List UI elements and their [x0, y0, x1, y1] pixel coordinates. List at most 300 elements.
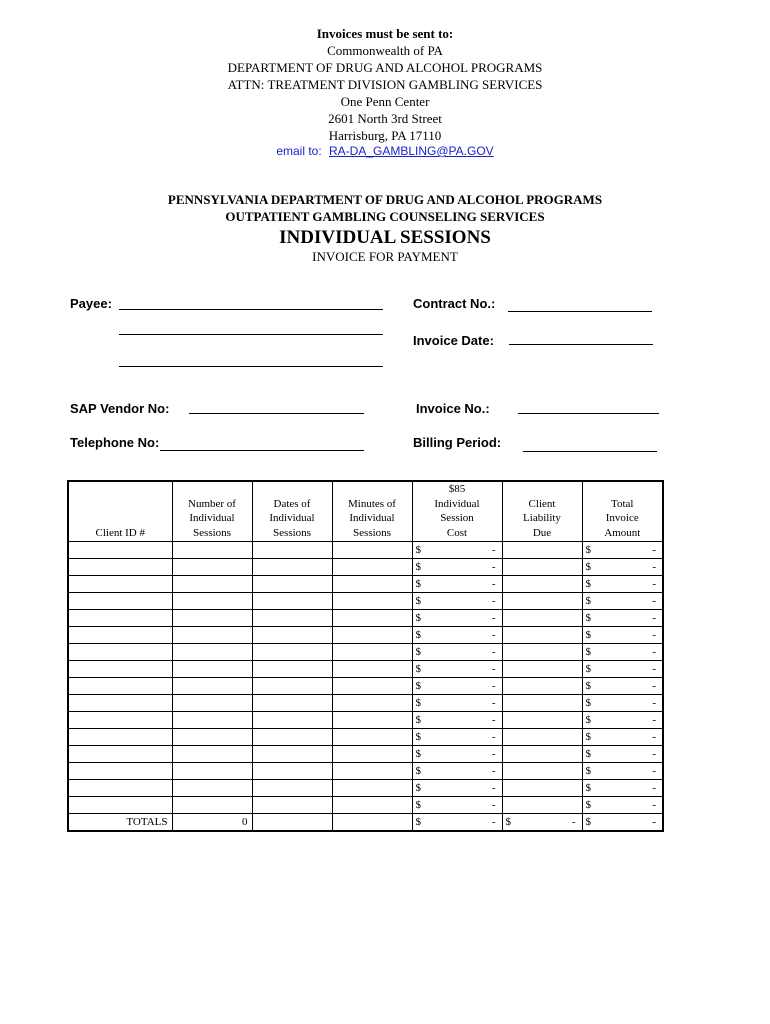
- amount-dash: -: [652, 764, 656, 777]
- table-row: [68, 797, 663, 814]
- table-cell[interactable]: [172, 712, 252, 729]
- table-row: [68, 627, 663, 644]
- money-value: [583, 560, 663, 575]
- column-header-line: Invoice: [605, 512, 639, 524]
- column-header-line: Number of: [188, 497, 236, 510]
- table-cell[interactable]: [332, 780, 412, 797]
- page-title: INDIVIDUAL SESSIONS: [279, 227, 491, 248]
- amount-dash: -: [652, 594, 656, 607]
- table-cell[interactable]: [332, 542, 412, 559]
- table-cell[interactable]: [252, 661, 332, 678]
- table-cell[interactable]: [332, 593, 412, 610]
- table-cell[interactable]: [502, 797, 582, 814]
- amount-dash: -: [571, 815, 576, 828]
- money-value: [413, 577, 502, 592]
- table-cell[interactable]: [502, 780, 582, 797]
- address-line: Harrisburg, PA 17110: [328, 128, 442, 143]
- table-cell[interactable]: [332, 559, 412, 576]
- amount-dash: -: [652, 560, 656, 573]
- table-cell: [412, 542, 502, 559]
- amount-dash: -: [491, 679, 496, 692]
- payee-label: Payee:: [70, 296, 112, 311]
- money-value: [583, 747, 663, 762]
- table-cell[interactable]: [68, 712, 172, 729]
- amount-dash: -: [491, 730, 496, 743]
- currency-symbol: $: [415, 611, 421, 624]
- table-cell[interactable]: [332, 797, 412, 814]
- column-header-line: Individual: [189, 512, 235, 524]
- service-title: OUTPATIENT GAMBLING COUNSELING SERVICES: [225, 209, 545, 224]
- table-cell: [582, 797, 663, 814]
- table-cell[interactable]: [332, 695, 412, 712]
- table-cell[interactable]: [172, 729, 252, 746]
- currency-symbol: $: [585, 798, 591, 811]
- send-to-heading: Invoices must be sent to:: [316, 26, 454, 41]
- amount-dash: -: [652, 713, 656, 726]
- column-header: [252, 481, 332, 542]
- telephone-label: Telephone No:: [70, 435, 160, 450]
- table-cell[interactable]: [502, 610, 582, 627]
- table-cell[interactable]: [252, 644, 332, 661]
- table-cell[interactable]: [252, 559, 332, 576]
- table-cell[interactable]: [332, 576, 412, 593]
- table-cell[interactable]: [502, 627, 582, 644]
- department-title: PENNSYLVANIA DEPARTMENT OF DRUG AND ALCOHOL PROGRAMS: [167, 192, 603, 207]
- money-value: [583, 798, 663, 813]
- table-cell[interactable]: [68, 780, 172, 797]
- table-cell[interactable]: [68, 797, 172, 814]
- table-cell[interactable]: [332, 627, 412, 644]
- currency-symbol: $: [415, 560, 421, 573]
- money-value: [583, 781, 663, 796]
- amount-dash: -: [652, 781, 656, 794]
- invoice-table: [67, 480, 664, 832]
- table-cell: [412, 763, 502, 780]
- amount-dash: -: [652, 679, 656, 692]
- currency-symbol: $: [585, 611, 591, 624]
- amount-dash: -: [491, 628, 496, 641]
- table-cell: [412, 610, 502, 627]
- table-cell[interactable]: [502, 695, 582, 712]
- table-cell: [582, 729, 663, 746]
- table-cell[interactable]: [332, 729, 412, 746]
- amount-dash: -: [652, 730, 656, 743]
- table-row: [68, 610, 663, 627]
- amount-dash: -: [491, 696, 496, 709]
- table-row: [68, 712, 663, 729]
- address-line: Commonwealth of PA: [327, 43, 443, 58]
- email-row: [0, 144, 770, 158]
- amount-dash: -: [652, 747, 656, 760]
- table-body: [68, 542, 663, 832]
- column-header-line: Sessions: [193, 526, 231, 539]
- currency-symbol: $: [585, 815, 591, 828]
- money-value: [583, 764, 663, 779]
- amount-dash: -: [491, 747, 496, 760]
- table-cell[interactable]: [172, 610, 252, 627]
- money-value: [583, 679, 663, 694]
- table-cell: [412, 576, 502, 593]
- table-row: [68, 763, 663, 780]
- table-cell[interactable]: [252, 780, 332, 797]
- table-cell[interactable]: [68, 644, 172, 661]
- money-value: [413, 662, 502, 677]
- table-cell[interactable]: [332, 610, 412, 627]
- currency-symbol: $: [585, 730, 591, 743]
- money-value: [413, 543, 502, 558]
- table-cell: [582, 542, 663, 559]
- address-line: 2601 North 3rd Street: [328, 111, 442, 126]
- currency-symbol: $: [415, 781, 421, 794]
- table-cell[interactable]: [172, 746, 252, 763]
- table-cell[interactable]: [252, 746, 332, 763]
- currency-symbol: $: [585, 764, 591, 777]
- table-cell[interactable]: [502, 542, 582, 559]
- table-row: [68, 746, 663, 763]
- money-value: [413, 645, 502, 660]
- currency-symbol: $: [415, 730, 421, 743]
- table-cell[interactable]: [502, 559, 582, 576]
- table-cell[interactable]: [172, 542, 252, 559]
- table-cell[interactable]: [172, 661, 252, 678]
- table-cell[interactable]: [502, 678, 582, 695]
- currency-symbol: $: [415, 594, 421, 607]
- sap-vendor-line[interactable]: [189, 413, 364, 414]
- currency-symbol: $: [415, 543, 421, 556]
- column-header-line: Dates of: [273, 497, 311, 510]
- table-cell: [252, 814, 332, 832]
- table-cell[interactable]: [502, 746, 582, 763]
- currency-symbol: $: [585, 781, 591, 794]
- column-header-line: Due: [532, 526, 552, 539]
- table-cell: [582, 763, 663, 780]
- amount-dash: -: [652, 628, 656, 641]
- invoice-date-line[interactable]: [509, 344, 653, 345]
- money-value: [583, 696, 663, 711]
- table-cell[interactable]: [252, 763, 332, 780]
- amount-dash: -: [652, 543, 656, 556]
- amount-dash: -: [652, 815, 656, 828]
- table-cell[interactable]: [68, 763, 172, 780]
- table-cell[interactable]: [172, 576, 252, 593]
- table-cell[interactable]: [332, 712, 412, 729]
- payee-line-3[interactable]: [119, 366, 383, 367]
- table-cell[interactable]: [502, 763, 582, 780]
- column-header-line: Client: [528, 497, 556, 510]
- table-cell[interactable]: [252, 542, 332, 559]
- money-value: [413, 747, 502, 762]
- table-cell[interactable]: [172, 678, 252, 695]
- money-value: [413, 594, 502, 609]
- table-row: [68, 695, 663, 712]
- currency-symbol: $: [585, 747, 591, 760]
- table-cell[interactable]: [502, 576, 582, 593]
- currency-symbol: $: [415, 696, 421, 709]
- table-cell: [412, 746, 502, 763]
- column-header-line: $85: [448, 483, 466, 495]
- currency-symbol: $: [585, 679, 591, 692]
- amount-dash: -: [491, 713, 496, 726]
- amount-dash: -: [652, 611, 656, 624]
- billing-period-line[interactable]: [523, 451, 657, 452]
- table-cell[interactable]: [252, 678, 332, 695]
- money-value: [583, 543, 663, 558]
- column-header-line: Sessions: [353, 526, 391, 539]
- table-row: [68, 644, 663, 661]
- amount-dash: -: [652, 798, 656, 811]
- table-cell: [412, 695, 502, 712]
- table-cell[interactable]: [502, 729, 582, 746]
- contract-no-label: Contract No.:: [413, 296, 496, 311]
- table-cell[interactable]: [252, 712, 332, 729]
- currency-symbol: $: [505, 815, 511, 828]
- table-cell[interactable]: [332, 746, 412, 763]
- billing-period-label: Billing Period:: [413, 435, 502, 450]
- currency-symbol: $: [585, 577, 591, 590]
- totals-row: [68, 814, 663, 832]
- column-header-line: Amount: [604, 526, 641, 539]
- table-cell[interactable]: [68, 678, 172, 695]
- table-cell[interactable]: [502, 593, 582, 610]
- table-row: [68, 559, 663, 576]
- totals-money-cell: [412, 814, 502, 832]
- table-cell: [412, 712, 502, 729]
- column-header-line: Session: [440, 512, 474, 524]
- table-cell[interactable]: [332, 763, 412, 780]
- table-cell[interactable]: [252, 576, 332, 593]
- payee-line-1[interactable]: [119, 309, 383, 310]
- column-header-line: Total: [611, 497, 634, 510]
- table-cell: [582, 661, 663, 678]
- table-cell[interactable]: [172, 695, 252, 712]
- table-cell: [582, 712, 663, 729]
- amount-dash: -: [491, 543, 496, 556]
- amount-dash: -: [491, 645, 496, 658]
- address-line: One Penn Center: [340, 94, 430, 109]
- money-value: [413, 560, 502, 575]
- table-row: [68, 576, 663, 593]
- column-header-line: Individual: [434, 497, 480, 510]
- currency-symbol: $: [585, 594, 591, 607]
- currency-symbol: $: [585, 560, 591, 573]
- amount-dash: -: [491, 662, 496, 675]
- money-value: [413, 798, 502, 813]
- table-row: [68, 780, 663, 797]
- money-value: [413, 764, 502, 779]
- money-value: [413, 781, 502, 796]
- table-cell[interactable]: [252, 593, 332, 610]
- table-cell[interactable]: [68, 610, 172, 627]
- column-header-line: Sessions: [273, 526, 311, 539]
- currency-symbol: $: [415, 713, 421, 726]
- address-line: DEPARTMENT OF DRUG AND ALCOHOL PROGRAMS: [227, 60, 543, 75]
- table-cell[interactable]: [172, 763, 252, 780]
- table-cell: [582, 610, 663, 627]
- table-cell[interactable]: [68, 729, 172, 746]
- table-cell[interactable]: [68, 746, 172, 763]
- table-cell[interactable]: [252, 627, 332, 644]
- email-link[interactable]: RA-DA_GAMBLING@PA.GOV: [329, 144, 494, 158]
- money-value: [413, 611, 502, 626]
- table-cell[interactable]: [502, 712, 582, 729]
- column-header: [582, 481, 663, 542]
- amount-dash: -: [491, 577, 496, 590]
- table-cell[interactable]: [68, 542, 172, 559]
- currency-symbol: $: [415, 628, 421, 641]
- amount-dash: -: [491, 611, 496, 624]
- money-value: [583, 645, 663, 660]
- table-cell: [582, 593, 663, 610]
- currency-symbol: $: [585, 662, 591, 675]
- table-cell: [412, 627, 502, 644]
- table-cell[interactable]: [68, 695, 172, 712]
- table-cell[interactable]: [172, 644, 252, 661]
- amount-dash: -: [652, 645, 656, 658]
- invoice-no-label: Invoice No.:: [416, 401, 490, 416]
- currency-symbol: $: [585, 628, 591, 641]
- invoice-no-line[interactable]: [518, 413, 659, 414]
- money-value: [413, 713, 502, 728]
- money-value: [583, 713, 663, 728]
- column-header-line: Individual: [269, 512, 315, 524]
- money-value: [583, 815, 663, 830]
- sap-vendor-label: SAP Vendor No:: [70, 401, 170, 416]
- address-line: ATTN: TREATMENT DIVISION GAMBLING SERVICES: [227, 77, 543, 92]
- currency-symbol: $: [415, 815, 421, 828]
- currency-symbol: $: [415, 747, 421, 760]
- table-cell[interactable]: [172, 780, 252, 797]
- table-cell[interactable]: [502, 661, 582, 678]
- table-cell: [582, 576, 663, 593]
- money-value: [413, 628, 502, 643]
- table-cell: [582, 780, 663, 797]
- email-label: email to:: [276, 144, 322, 158]
- amount-dash: -: [652, 577, 656, 590]
- amount-dash: -: [491, 594, 496, 607]
- amount-dash: -: [491, 798, 496, 811]
- totals-label: TOTALS: [68, 814, 172, 832]
- currency-symbol: $: [585, 713, 591, 726]
- table-cell[interactable]: [502, 644, 582, 661]
- money-value: [583, 628, 663, 643]
- table-cell: [412, 797, 502, 814]
- table-row: [68, 593, 663, 610]
- table-cell: [582, 695, 663, 712]
- money-value: [583, 577, 663, 592]
- money-value: [413, 679, 502, 694]
- table-cell: [582, 678, 663, 695]
- table-cell: [582, 559, 663, 576]
- telephone-line[interactable]: [160, 450, 364, 451]
- amount-dash: -: [491, 781, 496, 794]
- column-header: [172, 481, 252, 542]
- money-value: [583, 594, 663, 609]
- amount-dash: -: [491, 764, 496, 777]
- currency-symbol: $: [415, 764, 421, 777]
- currency-symbol: $: [415, 645, 421, 658]
- money-value: [583, 662, 663, 677]
- table-cell: [412, 729, 502, 746]
- money-value: [583, 730, 663, 745]
- table-cell[interactable]: [252, 695, 332, 712]
- column-header: [332, 481, 412, 542]
- table-cell: [412, 678, 502, 695]
- totals-money-cell: [502, 814, 582, 832]
- table-cell: [412, 644, 502, 661]
- money-value: [583, 611, 663, 626]
- table-cell: [412, 661, 502, 678]
- table-cell[interactable]: [252, 610, 332, 627]
- column-header-line: Client ID #: [95, 526, 145, 539]
- currency-symbol: $: [415, 798, 421, 811]
- column-header-line: Liability: [523, 512, 561, 524]
- table-cell: [412, 559, 502, 576]
- money-value: [503, 815, 582, 830]
- column-header: [68, 481, 172, 542]
- table-header-row: [68, 481, 663, 542]
- totals-money-cell: [582, 814, 663, 832]
- page-subtitle: INVOICE FOR PAYMENT: [312, 249, 458, 264]
- table-cell[interactable]: [68, 593, 172, 610]
- column-header-line: Minutes of: [348, 497, 396, 510]
- amount-dash: -: [491, 815, 496, 828]
- money-value: [413, 696, 502, 711]
- currency-symbol: $: [585, 543, 591, 556]
- table-cell[interactable]: [68, 627, 172, 644]
- table-cell[interactable]: [332, 644, 412, 661]
- money-value: [413, 815, 502, 830]
- table-cell[interactable]: [172, 797, 252, 814]
- table-cell[interactable]: [68, 576, 172, 593]
- table-cell[interactable]: [68, 559, 172, 576]
- invoice-date-label: Invoice Date:: [413, 333, 494, 348]
- table-cell: [412, 593, 502, 610]
- amount-dash: -: [652, 662, 656, 675]
- table-row: [68, 542, 663, 559]
- table-row: [68, 729, 663, 746]
- currency-symbol: $: [585, 645, 591, 658]
- table-cell[interactable]: [68, 661, 172, 678]
- table-cell: [582, 746, 663, 763]
- table-cell[interactable]: [172, 593, 252, 610]
- money-value: [413, 730, 502, 745]
- table-cell[interactable]: [332, 661, 412, 678]
- table-cell[interactable]: [332, 678, 412, 695]
- currency-symbol: $: [415, 577, 421, 590]
- table-row: [68, 661, 663, 678]
- column-header-line: Cost: [446, 526, 468, 539]
- column-header: [502, 481, 582, 542]
- amount-dash: -: [652, 696, 656, 709]
- payee-line-2[interactable]: [119, 334, 383, 335]
- currency-symbol: $: [415, 679, 421, 692]
- table-cell: [332, 814, 412, 832]
- table-cell: [412, 780, 502, 797]
- contract-no-line[interactable]: [508, 311, 652, 312]
- totals-sessions: 0: [172, 814, 252, 832]
- table-cell[interactable]: [172, 627, 252, 644]
- currency-symbol: $: [585, 696, 591, 709]
- currency-symbol: $: [415, 662, 421, 675]
- table-cell[interactable]: [252, 729, 332, 746]
- table-cell: [582, 627, 663, 644]
- table-cell: [582, 644, 663, 661]
- column-header: [412, 481, 502, 542]
- column-header-line: Individual: [349, 512, 395, 524]
- table-row: [68, 678, 663, 695]
- table-cell[interactable]: [172, 559, 252, 576]
- table-cell[interactable]: [252, 797, 332, 814]
